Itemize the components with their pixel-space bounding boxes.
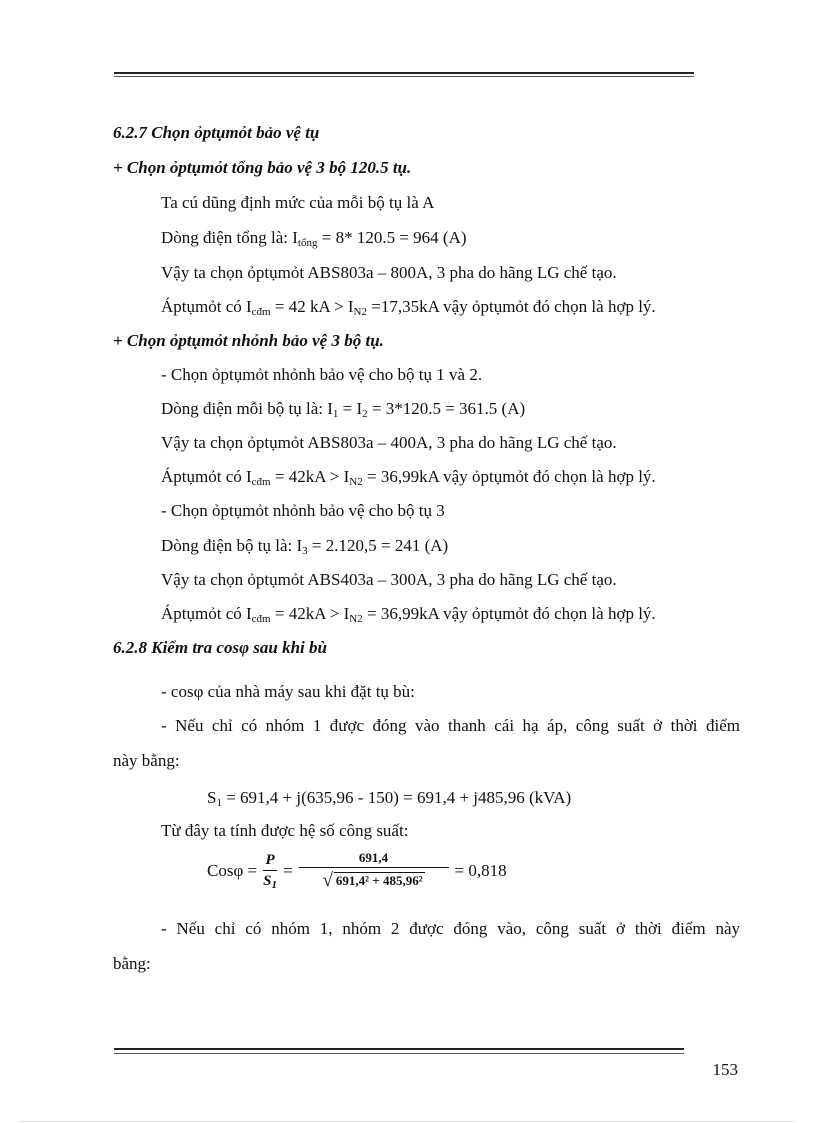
paragraph-breaker-check: Áptụmỏt có $I_{cđm} = 42kA > I_{N2} = 36,99kA$ vậy ỏptụmỏt đó chọn là hợp lý. — [161, 467, 656, 488]
section-heading-6-2-7: 6.2.7 Chọn ỏptụmỏt bảo vệ tụ — [113, 123, 320, 142]
paragraph-group2-cont: bằng: — [113, 954, 151, 973]
header-rule-thin — [114, 76, 694, 77]
footer-rule-thin — [114, 1053, 684, 1054]
equation-s1: $S_1 = 691,4 + j(635,96 - 150) = 691,4 + j485,96$ (kVA) — [207, 788, 572, 809]
paragraph-group1-cont: này bằng: — [113, 751, 180, 770]
subheading-main-breaker: + Chọn ỏptụmỏt tổng bảo vệ 3 bộ 120.5 tụ. — [113, 158, 412, 177]
footer-rule — [114, 1048, 684, 1050]
page-number: 153 — [712, 1060, 738, 1079]
subheading-branch-breaker: + Chọn ỏptụmỏt nhỏnh bảo vệ 3 bộ tụ. — [113, 331, 384, 350]
paragraph-group2: - Nếu chỉ có nhóm 1, nhóm 2 được đóng vào, công suất ở thời điểm này — [161, 919, 740, 938]
paragraph-branch-current: Dòng điện mỗi bộ tụ là: $I_1 = I_2 = 3*120.5 = 361.5$ (A) — [161, 399, 526, 420]
paragraph: Vậy ta chọn ỏptụmỏt ABS803a – 800A, 3 pha do hãng LG chế tạo. — [161, 263, 617, 282]
paragraph: Từ đây ta tính được hệ số công suất: — [161, 821, 409, 840]
paragraph-total-current: Dòng điện tổng là: $I_{tổng} = 8*$ 120.5 = 964 (A) — [161, 228, 467, 249]
fraction-numeric: $\frac{691,4}{\text{√ 691,4² + 485,96²}}$ — [299, 850, 449, 892]
paragraph: - cosφ của nhà máy sau khi đặt tụ bù: — [161, 682, 415, 701]
equation-cosphi: Cosφ = $\frac{P}{S_1}$ = $\frac{691,4}{\text{√ 691,4² + 485,96²}}$ = 0,818 — [207, 850, 507, 891]
paragraph-breaker-check: Áptụmỏt có $I_{cđm} = 42$ kA > $I_{N2} =17,35kA$ vậy ỏptụmỏt đó chọn là hợp lý. — [161, 297, 656, 318]
header-rule — [114, 72, 694, 74]
section-heading-6-2-8: 6.2.8 Kiểm tra cosφ sau khi bù — [113, 638, 327, 657]
page-edge — [20, 1121, 796, 1122]
paragraph: - Chọn ỏptụmỏt nhỏnh bảo vệ cho bộ tụ 1 và 2. — [161, 365, 483, 384]
paragraph-group1: - Nếu chỉ có nhóm 1 được đóng vào thanh cái hạ áp, công suất ở thời điểm — [161, 716, 740, 735]
paragraph: Ta cú dũng định mức của mỗi bộ tụ là A — [161, 193, 435, 212]
paragraph: Vậy ta chọn ỏptụmỏt ABS803a – 400A, 3 pha do hãng LG chế tạo. — [161, 433, 617, 452]
paragraph-breaker-check: Áptụmỏt có $I_{cđm} = 42kA > I_{N2} = 36,99kA$ vậy ỏptụmỏt đó chọn là hợp lý. — [161, 604, 656, 625]
paragraph-bank3-current: Dòng điện bộ tụ là: $I_3 = 2.120,5 = 241$ (A) — [161, 536, 449, 557]
fraction-p-over-s: $\frac{P}{S_1}$ — [263, 852, 277, 891]
paragraph: - Chọn ỏptụmỏt nhỏnh bảo vệ cho bộ tụ 3 — [161, 501, 445, 520]
paragraph: Vậy ta chọn ỏptụmỏt ABS403a – 300A, 3 pha do hãng LG chế tạo. — [161, 570, 617, 589]
